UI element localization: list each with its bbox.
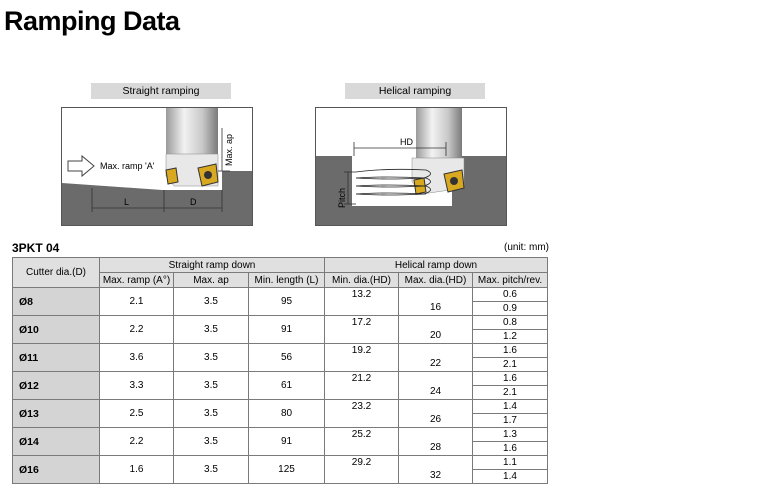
max-hd-empty-cell [399, 344, 473, 358]
max-pitch-cell: 0.9 [473, 302, 548, 316]
header-helical-ramp: Helical ramp down [325, 258, 548, 273]
max-ramp-cell: 2.2 [100, 316, 174, 344]
min-hd-cell: 29.2 [325, 456, 399, 470]
header-cutter-dia: Cutter dia.(D) [13, 258, 100, 288]
max-hd-empty-cell [399, 428, 473, 442]
min-hd-cell: 13.2 [325, 288, 399, 302]
min-length-cell: 61 [249, 372, 325, 400]
min-length-cell: 91 [249, 428, 325, 456]
min-hd-empty-cell [325, 386, 399, 400]
max-pitch-cell: 1.4 [473, 400, 548, 414]
max-pitch-cell: 1.6 [473, 372, 548, 386]
cutter-dia-cell: Ø14 [13, 428, 100, 456]
max-ap-cell: 3.5 [174, 456, 249, 484]
max-hd-cell: 26 [399, 414, 473, 428]
max-pitch-cell: 0.8 [473, 316, 548, 330]
header-straight-ramp: Straight ramp down [100, 258, 325, 273]
max-ap-cell: 3.5 [174, 344, 249, 372]
header-max-pitch: Max. pitch/rev. [473, 273, 548, 288]
max-pitch-cell: 0.6 [473, 288, 548, 302]
max-ap-cell: 3.5 [174, 428, 249, 456]
length-annotation: L [124, 197, 130, 207]
max-hd-empty-cell [399, 400, 473, 414]
max-ramp-cell: 2.5 [100, 400, 174, 428]
max-hd-cell: 28 [399, 442, 473, 456]
cutter-shank [166, 108, 218, 154]
cutter-dia-cell: Ø10 [13, 316, 100, 344]
min-hd-cell: 19.2 [325, 344, 399, 358]
max-ramp-cell: 3.6 [100, 344, 174, 372]
max-hd-empty-cell [399, 288, 473, 302]
min-hd-empty-cell [325, 414, 399, 428]
header-max-ramp: Max. ramp (A°) [100, 273, 174, 288]
header-min-dia: Min. dia.(HD) [325, 273, 399, 288]
feed-arrow-icon [68, 156, 94, 176]
min-length-cell: 125 [249, 456, 325, 484]
header-max-ap: Max. ap [174, 273, 249, 288]
header-min-length: Min. length (L) [249, 273, 325, 288]
min-hd-cell: 23.2 [325, 400, 399, 414]
max-ap-cell: 3.5 [174, 400, 249, 428]
table-row [13, 316, 548, 330]
max-ap-annotation: Max. ap [224, 133, 234, 166]
max-hd-cell: 22 [399, 358, 473, 372]
straight-ramping-diagram [62, 108, 252, 225]
page-title: Ramping Data [4, 6, 180, 36]
min-length-cell: 56 [249, 344, 325, 372]
max-ramp-annotation: Max. ramp 'A' [100, 161, 155, 171]
max-pitch-cell: 2.1 [473, 358, 548, 372]
max-ramp-cell: 2.1 [100, 288, 174, 316]
cutter-dia-cell: Ø13 [13, 400, 100, 428]
pitch-annotation: Pitch [337, 187, 347, 208]
min-hd-empty-cell [325, 330, 399, 344]
max-hd-cell: 32 [399, 470, 473, 484]
helical-ramping-diagram [316, 108, 506, 225]
min-hd-cell: 25.2 [325, 428, 399, 442]
max-ramp-cell: 3.3 [100, 372, 174, 400]
straight-ramping-figure [61, 107, 253, 226]
straight-ramping-label: Straight ramping [91, 83, 231, 99]
max-ap-cell: 3.5 [174, 316, 249, 344]
max-hd-empty-cell [399, 456, 473, 470]
max-pitch-cell: 1.2 [473, 330, 548, 344]
max-pitch-cell: 1.3 [473, 428, 548, 442]
header-max-dia: Max. dia.(HD) [399, 273, 473, 288]
min-hd-empty-cell [325, 302, 399, 316]
max-pitch-cell: 1.1 [473, 456, 548, 470]
max-ap-cell: 3.5 [174, 288, 249, 316]
max-hd-empty-cell [399, 316, 473, 330]
cutter-shank [416, 108, 462, 158]
min-length-cell: 95 [249, 288, 325, 316]
unit-label: (unit: mm) [504, 242, 549, 253]
ramping-data-table [12, 257, 548, 484]
max-pitch-cell: 1.7 [473, 414, 548, 428]
cutter-dia-cell: Ø12 [13, 372, 100, 400]
min-hd-cell: 17.2 [325, 316, 399, 330]
table-row [13, 456, 548, 470]
max-hd-cell: 16 [399, 302, 473, 316]
table-row [13, 344, 548, 358]
table-row [13, 400, 548, 414]
table-row [13, 372, 548, 386]
min-length-cell: 80 [249, 400, 325, 428]
max-pitch-cell: 1.6 [473, 442, 548, 456]
min-length-cell: 91 [249, 316, 325, 344]
hd-annotation: HD [400, 137, 413, 147]
max-ramp-cell: 2.2 [100, 428, 174, 456]
max-hd-empty-cell [399, 372, 473, 386]
max-ap-cell: 3.5 [174, 372, 249, 400]
cutter-dia-cell: Ø16 [13, 456, 100, 484]
max-pitch-cell: 1.6 [473, 344, 548, 358]
max-hd-cell: 20 [399, 330, 473, 344]
table-row [13, 428, 548, 442]
max-pitch-cell: 2.1 [473, 386, 548, 400]
min-hd-empty-cell [325, 358, 399, 372]
cutter-dia-cell: Ø8 [13, 288, 100, 316]
min-hd-empty-cell [325, 470, 399, 484]
min-hd-cell: 21.2 [325, 372, 399, 386]
max-ramp-cell: 1.6 [100, 456, 174, 484]
diameter-annotation: D [190, 197, 197, 207]
series-title: 3PKT 04 [12, 241, 60, 255]
helical-ramping-label: Helical ramping [345, 83, 485, 99]
max-pitch-cell: 1.4 [473, 470, 548, 484]
workpiece [62, 171, 252, 225]
min-hd-empty-cell [325, 442, 399, 456]
helical-ramping-figure [315, 107, 507, 226]
table-row [13, 288, 548, 302]
max-hd-cell: 24 [399, 386, 473, 400]
cutter-dia-cell: Ø11 [13, 344, 100, 372]
